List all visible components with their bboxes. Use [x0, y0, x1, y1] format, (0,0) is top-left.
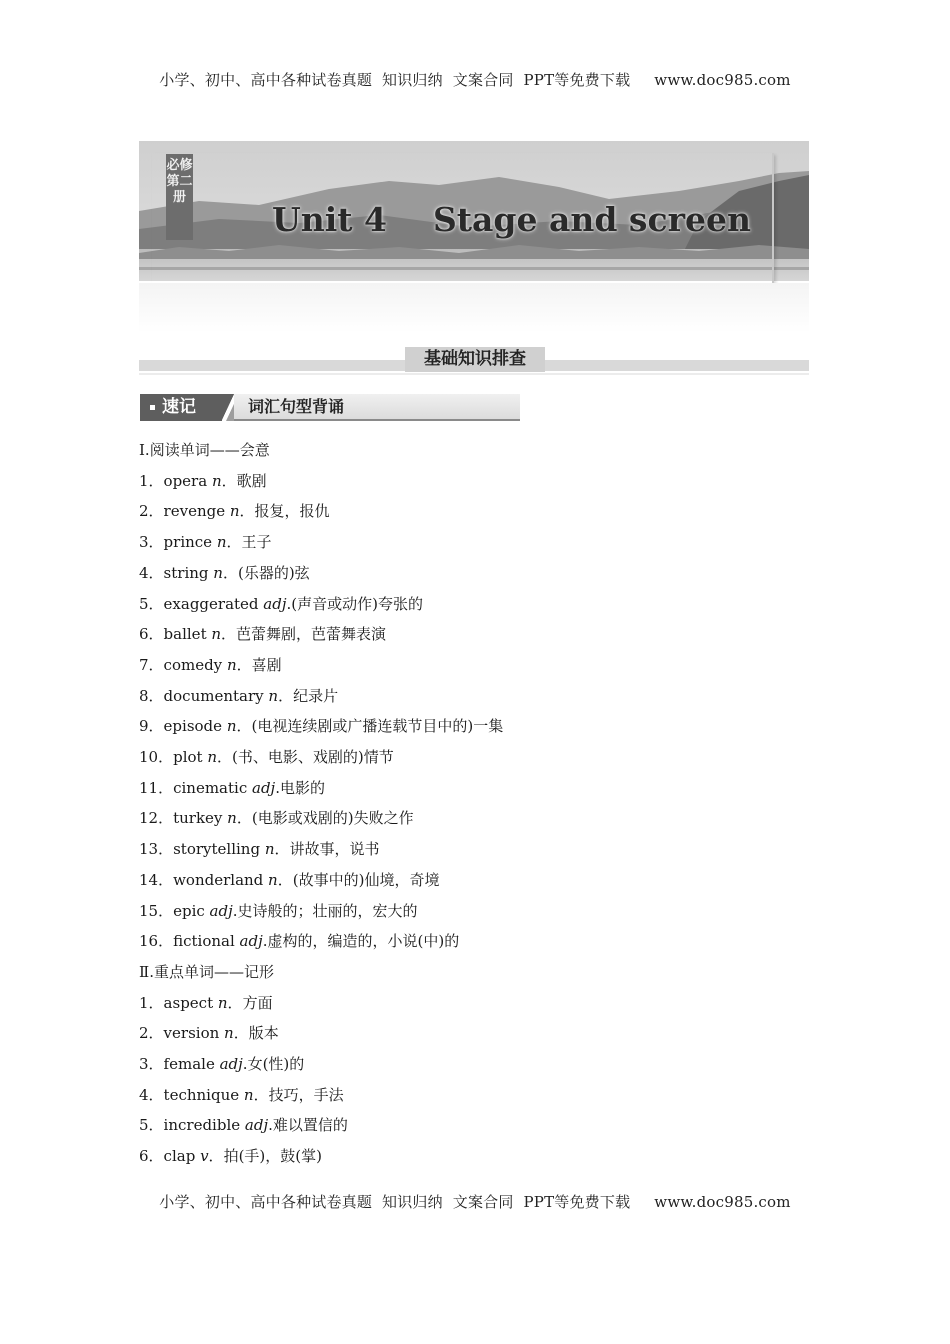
item-number: 7． — [139, 655, 164, 674]
vocab-item — [139, 715, 503, 736]
item-word: aspect — [163, 993, 218, 1012]
item-number: 4． — [139, 563, 164, 582]
vocab-item — [139, 531, 272, 552]
item-meaning: 王子 — [241, 533, 272, 552]
header-url: www.doc985.com — [654, 71, 791, 89]
vocab-item — [139, 746, 394, 767]
item-meaning: 虚构的，编造的，小说(中)的 — [267, 932, 460, 951]
item-word: prince — [163, 533, 217, 552]
item-word: string — [163, 563, 214, 582]
item-number: 5． — [139, 594, 164, 613]
item-number: 11． — [139, 778, 174, 797]
item-number: 5． — [139, 1116, 164, 1135]
item-meaning: (书、电影、戏剧的)情节 — [232, 748, 394, 766]
item-meaning: (乐器的)弦 — [237, 563, 310, 582]
unit-title: Unit 4 Stage and screen — [272, 200, 751, 239]
speed-subtitle: 词汇句型背诵 — [234, 394, 520, 421]
item-separator: ． — [222, 563, 238, 582]
item-part-of-speech: n — [264, 840, 275, 859]
item-meaning: 电影的 — [279, 778, 325, 797]
item-word: clap — [163, 1147, 201, 1166]
item-number: 1． — [139, 471, 164, 490]
item-word: version — [163, 1024, 225, 1043]
item-word: incredible — [163, 1116, 245, 1135]
item-part-of-speech: n — [227, 809, 237, 828]
item-meaning: 技巧，手法 — [268, 1085, 344, 1104]
item-separator: ． — [226, 533, 242, 552]
item-separator: . — [242, 1055, 248, 1073]
item-part-of-speech: n — [213, 563, 223, 582]
item-part-of-speech: adj — [244, 1116, 269, 1135]
part2-heading: Ⅱ.重点单词——记形 — [139, 962, 274, 981]
item-separator: ． — [236, 655, 252, 674]
item-meaning: 纪录片 — [293, 686, 339, 705]
item-part-of-speech: adj — [252, 778, 276, 797]
item-word: turkey — [173, 809, 228, 828]
item-part-of-speech: n — [229, 502, 240, 521]
item-meaning: 难以置信的 — [272, 1116, 348, 1135]
item-separator: ． — [217, 748, 233, 766]
vocab-item — [139, 900, 418, 921]
item-word: storytelling — [173, 840, 265, 859]
item-meaning: 方面 — [242, 993, 273, 1012]
item-separator: . — [275, 778, 280, 797]
item-word: female — [163, 1055, 220, 1073]
item-number: 8． — [139, 686, 164, 705]
speed-badge — [140, 394, 224, 421]
header-text: 小学、初中、高中各种试卷真题 知识归纳 文案合同 PPT等免费下载 — [159, 71, 631, 89]
section-divider-thin — [139, 373, 809, 375]
item-number: 3． — [139, 533, 164, 552]
vocab-item — [139, 777, 325, 798]
vocab-item — [139, 1114, 348, 1135]
item-separator: ． — [236, 717, 252, 736]
item-part-of-speech: n — [211, 471, 222, 490]
item-part-of-speech: n — [268, 870, 278, 889]
item-part-of-speech: v — [200, 1147, 209, 1166]
item-meaning: 拍(手)，鼓(掌) — [223, 1147, 322, 1166]
item-number: 12． — [139, 809, 174, 828]
item-number: 6． — [139, 1147, 164, 1166]
vocab-item — [139, 1084, 344, 1105]
item-word: exaggerated — [163, 594, 264, 613]
item-word: cinematic — [173, 778, 252, 797]
speed-badge-label: 速记 — [162, 397, 196, 417]
section-title: 基础知识排查 — [405, 347, 545, 372]
item-number: 14． — [139, 870, 174, 889]
banner-shadow-band — [139, 283, 809, 333]
item-part-of-speech: n — [226, 655, 237, 674]
item-meaning: 芭蕾舞剧，芭蕾舞表演 — [236, 625, 387, 644]
vocab-item — [139, 1053, 304, 1074]
item-word: plot — [173, 748, 208, 766]
item-number: 16． — [139, 932, 174, 951]
item-separator: ． — [278, 686, 294, 705]
item-word: epic — [173, 901, 210, 920]
item-word: technique — [163, 1085, 244, 1104]
item-part-of-speech: n — [243, 1085, 254, 1104]
page-header — [0, 69, 950, 90]
item-meaning: 喜剧 — [251, 655, 282, 674]
item-part-of-speech: n — [211, 625, 222, 644]
page-footer — [0, 1191, 950, 1212]
item-separator: ． — [253, 1085, 269, 1104]
item-number: 6． — [139, 625, 164, 644]
vocab-item — [139, 562, 310, 583]
item-separator: . — [268, 1116, 273, 1135]
item-number: 1． — [139, 993, 164, 1012]
item-meaning: 歌剧 — [236, 471, 267, 490]
item-meaning: (故事中的)仙境，奇境 — [292, 870, 440, 889]
item-meaning: (电视连续剧或广播连载节目中的)一集 — [251, 717, 504, 736]
item-meaning: (电影或戏剧的)失败之作 — [251, 809, 414, 828]
item-word: fictional — [173, 932, 240, 951]
item-word: documentary — [163, 686, 269, 705]
footer-text: 小学、初中、高中各种试卷真题 知识归纳 文案合同 PPT等免费下载 — [159, 1193, 631, 1211]
item-number: 4． — [139, 1085, 164, 1104]
item-separator: ． — [236, 809, 252, 828]
item-meaning: 报复，报仇 — [254, 502, 330, 521]
item-separator: ． — [208, 1147, 224, 1166]
vocab-item — [139, 470, 267, 491]
item-meaning: 女(性)的 — [247, 1055, 305, 1073]
item-separator: . — [262, 932, 268, 951]
item-number: 3． — [139, 1055, 164, 1073]
item-part-of-speech: adj — [239, 932, 263, 951]
item-separator: ． — [274, 840, 290, 859]
item-separator: ． — [227, 993, 243, 1012]
item-part-of-speech: n — [226, 717, 237, 736]
footer-url: www.doc985.com — [654, 1193, 791, 1211]
vocab-item — [139, 838, 380, 859]
item-word: wonderland — [173, 870, 269, 889]
vocab-item — [139, 869, 439, 890]
vocab-item — [139, 1022, 279, 1043]
item-number: 13． — [139, 840, 174, 859]
item-separator: ． — [239, 502, 255, 521]
item-part-of-speech: n — [207, 748, 217, 766]
book-volume-tag: 必修第二册 — [166, 154, 193, 240]
vocab-item — [139, 685, 338, 706]
item-number: 10． — [139, 748, 174, 766]
item-meaning: 版本 — [248, 1024, 279, 1043]
item-separator: ． — [277, 870, 293, 889]
vocab-item — [139, 807, 414, 828]
item-part-of-speech: adj — [219, 1055, 243, 1073]
item-meaning: 史诗般的；壮丽的，宏大的 — [237, 901, 418, 920]
item-part-of-speech: n — [216, 533, 227, 552]
item-word: ballet — [163, 625, 212, 644]
item-part-of-speech: n — [217, 993, 228, 1012]
item-separator: . — [286, 594, 292, 613]
vocab-item — [139, 654, 282, 675]
item-separator: ． — [233, 1024, 249, 1043]
part1-heading: Ⅰ.阅读单词——会意 — [139, 441, 270, 459]
item-number: 2． — [139, 1024, 164, 1043]
item-part-of-speech: n — [224, 1024, 234, 1043]
item-part-of-speech: adj — [263, 594, 287, 613]
item-part-of-speech: adj — [209, 901, 233, 920]
item-separator: ． — [221, 471, 237, 490]
vocab-item — [139, 992, 273, 1013]
vocab-item — [139, 1145, 322, 1166]
item-word: opera — [163, 471, 212, 490]
vocab-item — [139, 623, 386, 644]
item-number: 15． — [139, 901, 174, 920]
item-meaning: 讲故事，说书 — [289, 840, 380, 859]
item-number: 9． — [139, 717, 164, 736]
item-meaning: (声音或动作)夸张的 — [291, 594, 423, 613]
item-separator: ． — [221, 625, 237, 644]
item-number: 2． — [139, 502, 164, 521]
vocab-item — [139, 500, 330, 521]
vocab-item — [139, 930, 459, 951]
vocab-item — [139, 593, 423, 614]
item-separator: . — [232, 901, 238, 920]
item-word: episode — [163, 717, 227, 736]
bullet-square-icon — [150, 405, 155, 410]
item-word: comedy — [163, 655, 227, 674]
item-word: revenge — [163, 502, 230, 521]
item-part-of-speech: n — [268, 686, 279, 705]
